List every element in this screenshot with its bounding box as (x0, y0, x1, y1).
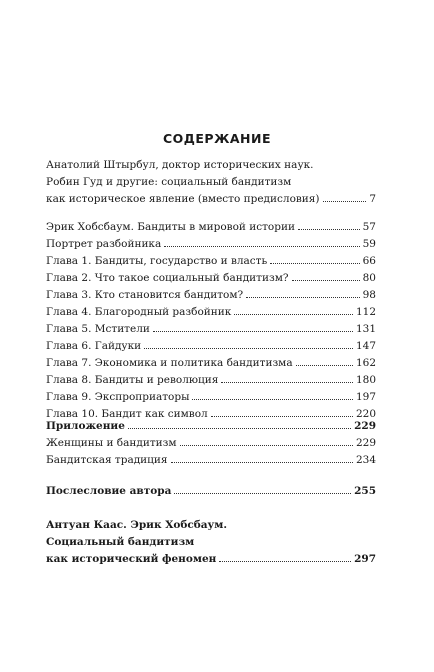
dot-leader (153, 330, 353, 332)
preface-line-1: Анатолий Штырбул, доктор исторических наук. (46, 159, 314, 171)
essay-line-2: Социальный бандитизм (46, 536, 195, 548)
essay-line-1: Антуан Каас. Эрик Хобсбаум. (46, 519, 228, 531)
essay-line-3: как исторический феномен (46, 553, 217, 565)
chapter-label: Портрет разбойника (46, 238, 162, 250)
toc-entry-chapter[interactable] (46, 253, 376, 270)
toc-entry-book-title[interactable] (46, 219, 376, 236)
toc-entry-chapter[interactable] (46, 389, 376, 406)
chapter-label: Глава 3. Кто становится бандитом? (46, 289, 244, 301)
dot-leader (171, 461, 353, 463)
dot-leader (296, 364, 353, 366)
dot-leader (128, 427, 351, 429)
dot-leader (219, 560, 351, 562)
appendix-item-page-number: 229 (355, 437, 376, 449)
chapter-label: Глава 1. Бандиты, государство и власть (46, 255, 268, 267)
appendix-item-label: Бандитская традиция (46, 454, 168, 466)
dot-leader (174, 492, 351, 494)
appendix-page-number: 229 (354, 420, 376, 432)
toc-entry-chapter[interactable] (46, 372, 376, 389)
appendix-item-label: Женщины и бандитизм (46, 437, 177, 449)
chapter-page-number: 80 (362, 272, 376, 284)
chapter-page-number: 197 (355, 391, 376, 403)
afterword-label: Послесловие автора (46, 485, 172, 497)
chapter-page-number: 162 (355, 357, 376, 369)
chapter-page-number: 220 (355, 408, 376, 420)
dot-leader (192, 398, 353, 400)
chapter-page-number: 66 (362, 255, 376, 267)
dot-leader (292, 279, 360, 281)
chapter-page-number: 131 (355, 323, 376, 335)
chapter-page-number: 98 (362, 289, 376, 301)
dot-leader (221, 381, 353, 383)
toc-entry-chapter[interactable] (46, 236, 376, 253)
preface-line-3: как историческое явление (вместо предисловия) (46, 193, 320, 205)
toc-section-afterword (46, 483, 376, 500)
toc-entry-appendix[interactable] (46, 418, 376, 435)
appendix-item-page-number: 234 (355, 454, 376, 466)
toc-entry-essay[interactable] (46, 517, 376, 568)
book-page-number: 57 (362, 221, 376, 233)
toc-entry-chapter[interactable] (46, 321, 376, 338)
dot-leader (298, 228, 360, 230)
chapter-page-number: 59 (362, 238, 376, 250)
toc-entry-chapter[interactable] (46, 338, 376, 355)
chapter-label: Глава 8. Бандиты и революция (46, 374, 219, 386)
chapter-label: Глава 4. Благородный разбойник (46, 306, 232, 318)
toc-entry-chapter[interactable] (46, 270, 376, 287)
chapter-label: Глава 7. Экономика и политика бандитизма (46, 357, 293, 369)
preface-page-number: 7 (369, 193, 376, 205)
chapter-page-number: 112 (355, 306, 376, 318)
dot-leader (211, 415, 353, 417)
dot-leader (144, 347, 353, 349)
book-title: Эрик Хобсбаум. Бандиты в мировой истории (46, 221, 295, 233)
toc-entry-preface[interactable] (46, 157, 376, 208)
dot-leader (180, 444, 353, 446)
appendix-title: Приложение (46, 420, 125, 432)
chapter-label: Глава 5. Мстители (46, 323, 150, 335)
chapter-label: Глава 6. Гайдуки (46, 340, 142, 352)
chapter-page-number: 180 (355, 374, 376, 386)
toc-entry-chapter[interactable] (46, 355, 376, 372)
chapter-label: Глава 2. Что такое социальный бандитизм? (46, 272, 289, 284)
chapter-page-number: 147 (355, 340, 376, 352)
dot-leader (323, 200, 367, 202)
dot-leader (270, 262, 359, 264)
afterword-page-number: 255 (354, 485, 376, 497)
dot-leader (246, 296, 359, 298)
toc-entry-appendix-item[interactable] (46, 452, 376, 469)
dot-leader (164, 245, 359, 247)
contents-heading: СОДЕРЖАНИЕ (162, 131, 272, 146)
toc-entry-afterword[interactable] (46, 483, 376, 500)
toc-entry-appendix-item[interactable] (46, 435, 376, 452)
toc-section-appendix (46, 418, 376, 469)
chapter-label: Глава 9. Экспроприаторы (46, 391, 190, 403)
toc-entry-chapter[interactable] (46, 304, 376, 321)
chapter-label: Глава 10. Бандит как символ (46, 408, 208, 420)
toc-entry-chapter[interactable] (46, 287, 376, 304)
dot-leader (234, 313, 353, 315)
preface-line-2: Робин Гуд и другие: социальный бандитизм (46, 176, 292, 188)
toc-section-book (46, 219, 376, 423)
essay-page-number: 297 (354, 553, 376, 565)
